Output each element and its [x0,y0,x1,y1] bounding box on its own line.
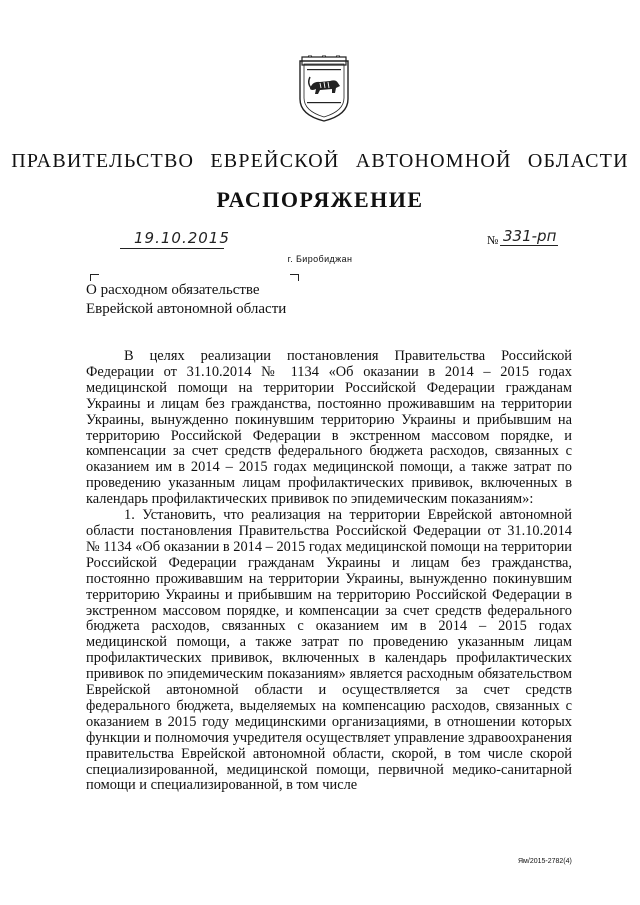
document-body [86,349,572,794]
date-underline [120,248,224,249]
document-date: 19.10.2015 [134,229,230,247]
subject-line-1: О расходном обязательстве [86,282,260,298]
city-line: г. Биробиджан [287,254,353,264]
government-title: ПРАВИТЕЛЬСТВО ЕВРЕЙСКОЙ АВТОНОМНОЙ ОБЛАСТИ [11,150,629,172]
subject-corner-left [90,274,99,281]
subject-line-2: Еврейской автономной области [86,301,287,317]
subject-corner-right [290,274,299,281]
preamble-paragraph: В целях реализации постановления Правительства Российской Федерации от 31.10.2014 № 1134 «Об оказании в 2014 – 2015 годах медицинской помощи на территории Российской Федерации гражданам Украины и лицам без гражданства, постоянно проживавшим на территории Украины, вынужденно покинувшим территорию Украины и прибывшим на территорию Российской Федерации в экстренном массовом порядке, и компенсации за счет средств федерального бюджета расходов, связанных с оказанием им в 2014 – 2015 годах медицинской помощи, а также затрат по проведению указанным лицам профилактических прививок, включенных в календарь профилактических прививок по эпидемическим показаниям»: [86,348,572,508]
document-subject [86,281,286,319]
document-code: Ям/2015-2782(4) [518,858,572,865]
number-underline [500,245,558,246]
coat-of-arms-emblem [298,55,350,123]
document-number: 331-рп [503,227,557,245]
item-1-paragraph: 1. Установить, что реализация на территории Еврейской автономной области постановления Правительства Российской Федерации от 31.10.2014 № 1134 «Об оказании в 2014 – 2015 годах медицинской помощи на территории Российской Федерации гражданам Украины и лицам без гражданства, постоянно проживавшим на территории Украины, вынужденно покинувшим территорию Украины и прибывшим на территорию Российской Федерации в экстренном массовом порядке, и компенсации за счет средств федерального бюджета расходов, связанных с оказанием им в 2014 – 2015 годах медицинской помощи, а также затрат по проведению указанным лицам профилактических прививок, включенных в календарь профилактических прививок по эпидемическим показаниям» является расходным обязательством Еврейской автономной области и осуществляется за счет средств федерального бюджета, выделяемых на компенсацию расходов, связанных с оказанием в 2015 году медицинскими организациями, в отношении которых функции и полномочия учредителя осуществляет управление здравоохранения правительства Еврейской автономной области, скорой, в том числе скорой специализированной, медицинской помощи, первичной медико-санитарной помощи и специализированной, в том числе [86,507,572,794]
number-prefix: № [487,233,499,247]
document-type-title: РАСПОРЯЖЕНИЕ [216,187,424,212]
